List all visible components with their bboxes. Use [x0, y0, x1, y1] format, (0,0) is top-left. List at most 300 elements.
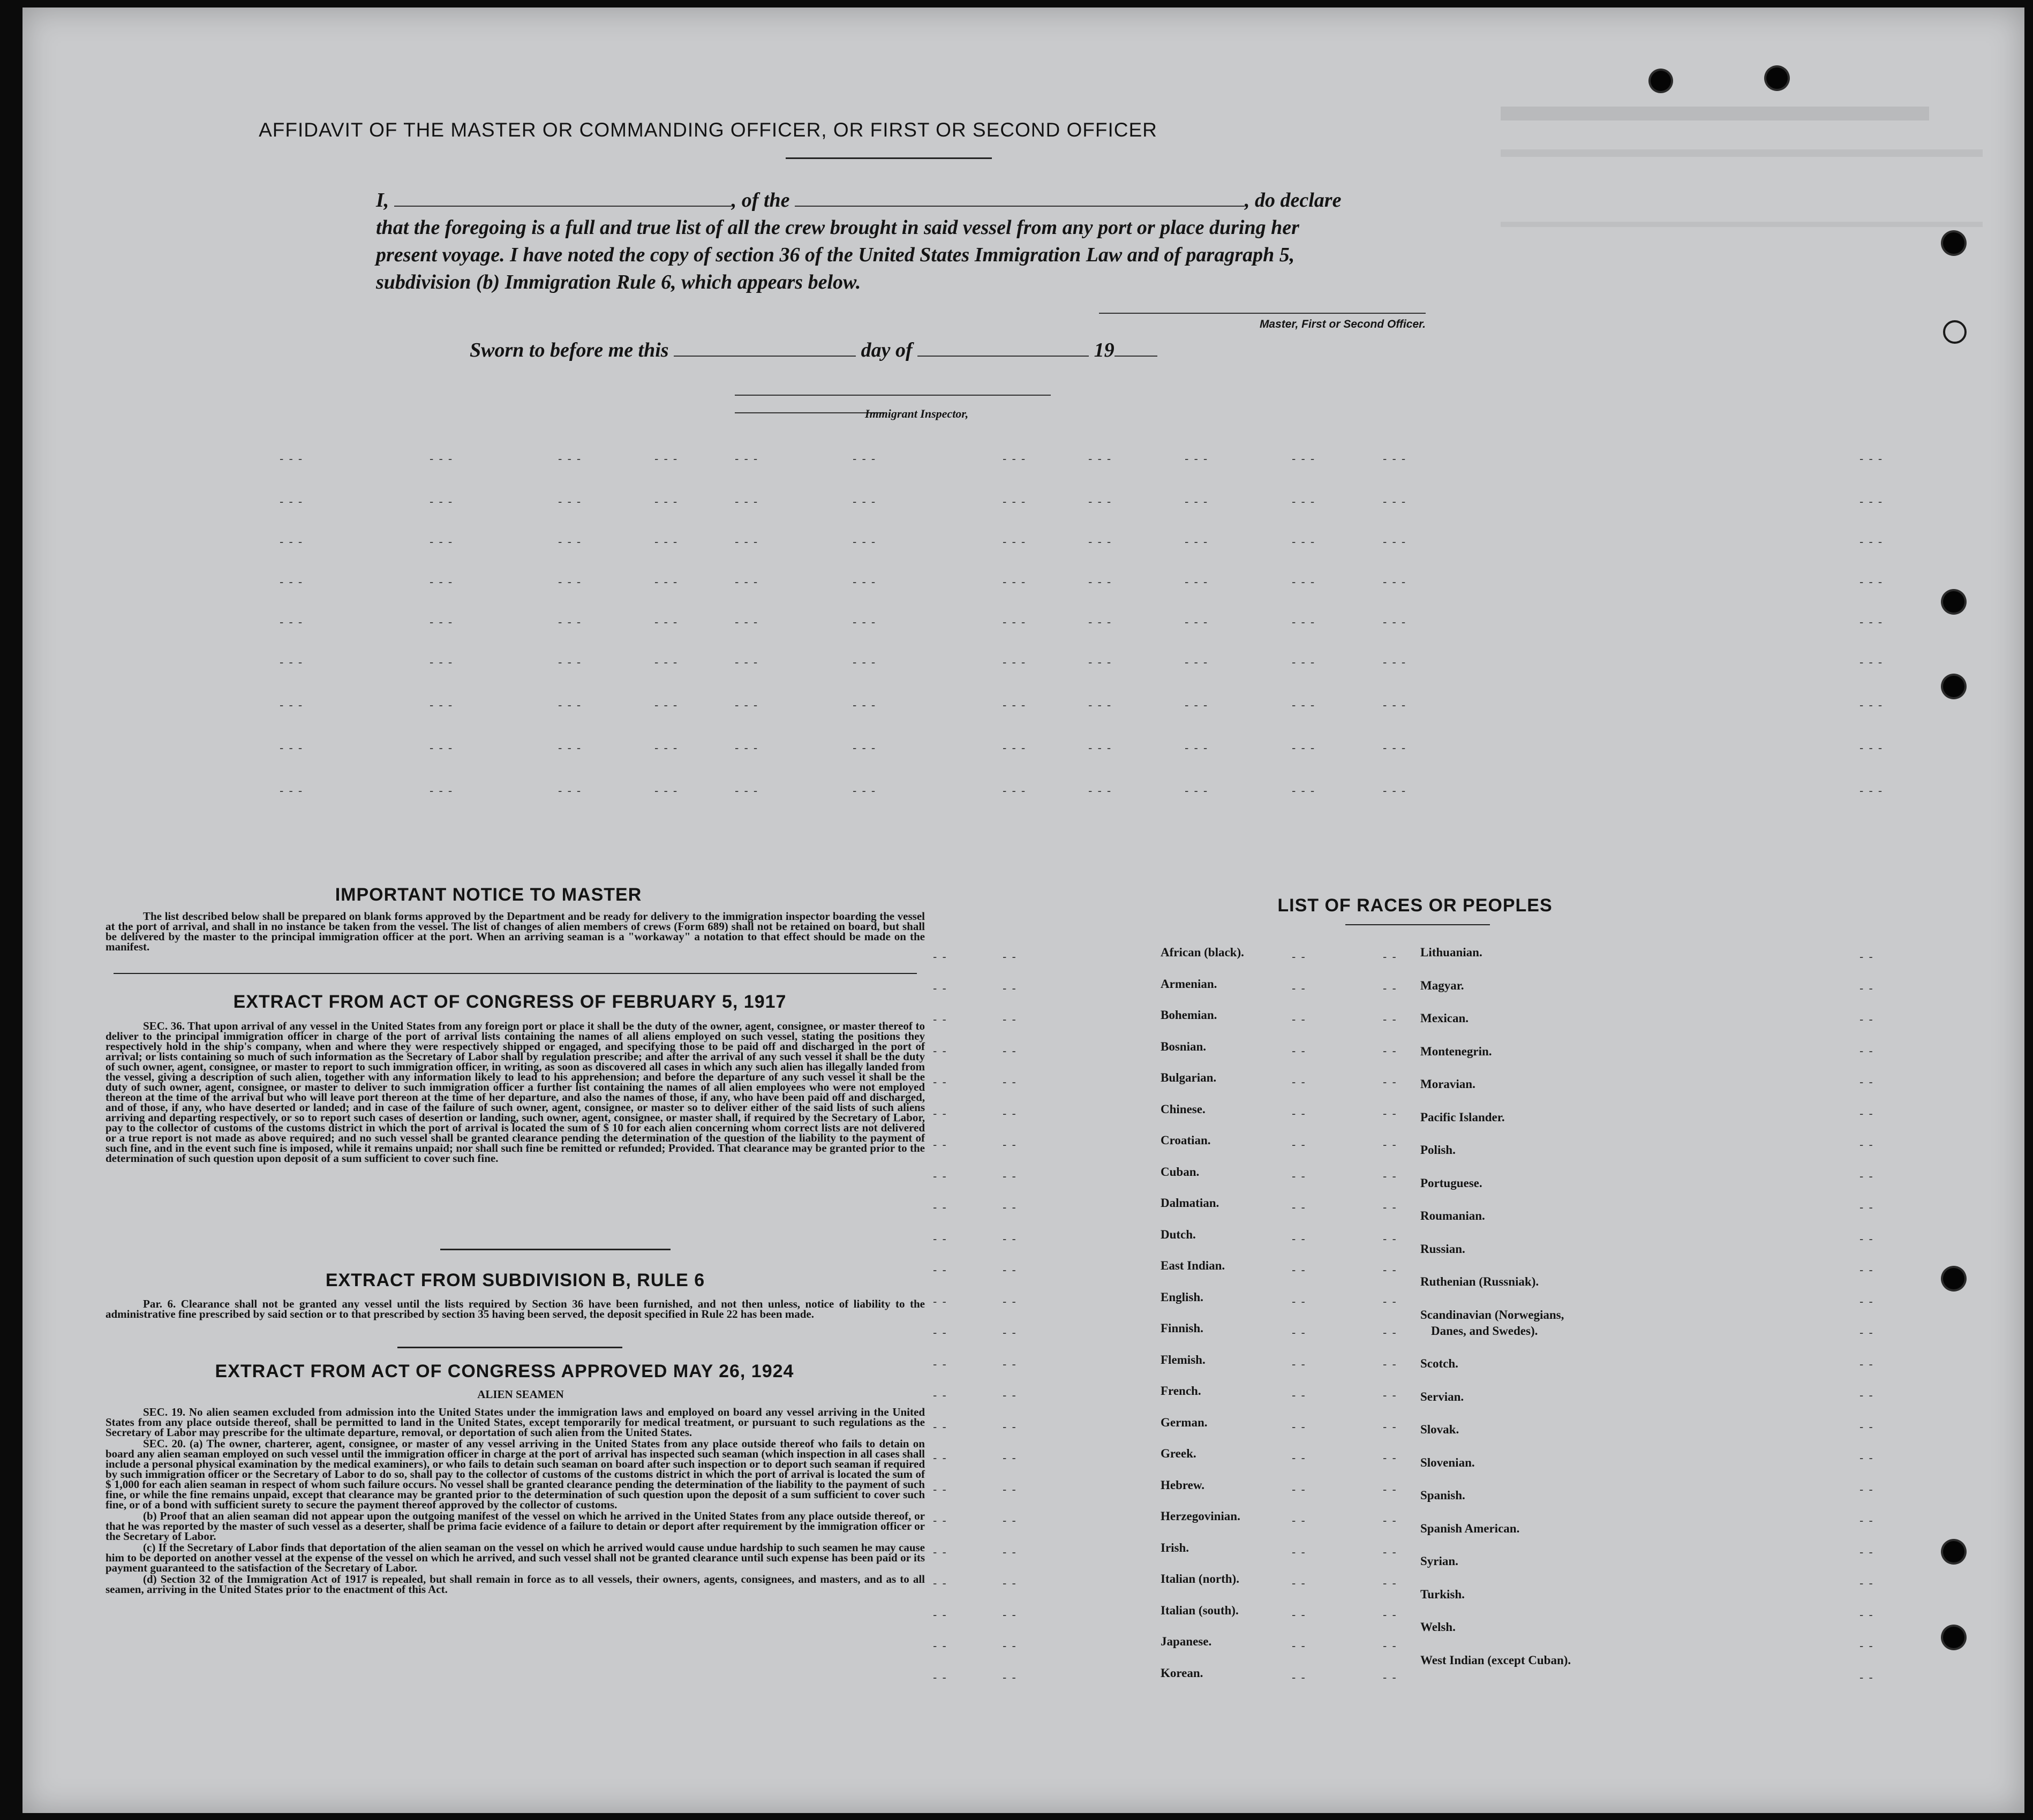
ditto-mark: - - — [1383, 1107, 1397, 1120]
race-item: Scotch. — [1420, 1357, 1458, 1370]
ditto-mark: - - — [1292, 1200, 1306, 1214]
declaration-text — [376, 187, 1474, 296]
race-item: Italian (north). — [1161, 1572, 1239, 1585]
ditto-mark: - - - — [430, 698, 454, 712]
ditto-mark: - - - — [654, 615, 679, 629]
ditto-mark: - - — [1003, 1169, 1017, 1183]
ditto-mark: - - — [1003, 950, 1017, 963]
race-item: East Indian. — [1161, 1259, 1225, 1272]
ditto-mark: - - - — [558, 655, 582, 669]
declaration-of-the: , of the — [731, 189, 790, 212]
race-item: Servian. — [1420, 1389, 1464, 1403]
ditto-mark: - - - — [1859, 784, 1884, 797]
ditto-mark: - - — [1859, 1514, 1874, 1527]
ditto-mark: - - - — [1003, 495, 1027, 508]
ditto-mark: - - — [1292, 1138, 1306, 1151]
ditto-mark: - - — [1292, 1326, 1306, 1339]
extract-1924-sec20a: SEC. 20. (a) The owner, charterer, agent, consignee, or master of any vessel arriving in the United States from any place outside thereof who fails to detain on board any alien seaman employed on such vessel until the immigration officer in charge at the port of arrival has inspected such seaman (which inspection in all cases shall include a personal physical examination by the medical examiners), or who fails to detain such seaman on board after such inspection or to deport such seaman if required by such immigration officer or the Secretary of Labor to do so, shall pay to the collector of customs of the customs district in which the port of arrival is located the sum of $ 1,000 for each alien seaman in respect of whom such failure occurs. No vessel shall be granted clearance pending the determination of the liability to the payment of such fine, or while the fine remains unpaid, except that clearance may be granted prior to the determination of such question upon the deposit of a sum sufficient to cover such fine, or of a bond with sufficient surety to secure the payment thereof approved by the collector of customs. — [106, 1437, 925, 1511]
extract-1924-subtitle: ALIEN SEAMEN — [477, 1388, 564, 1401]
ditto-mark: - - - — [1088, 495, 1112, 508]
ditto-mark: - - - — [1185, 741, 1209, 754]
ditto-mark: - - — [1859, 1483, 1874, 1496]
extract-1917-text — [106, 1021, 925, 1165]
ditto-mark: - - - — [1859, 495, 1884, 508]
ditto-mark: - - — [1859, 1044, 1874, 1058]
race-item: Greek. — [1161, 1447, 1196, 1460]
ditto-mark: - - - — [430, 784, 454, 797]
ditto-mark: - - - — [558, 495, 582, 508]
ditto-mark: - - - — [558, 575, 582, 588]
race-item: Finnish. — [1161, 1321, 1203, 1335]
races-list-right — [1420, 946, 1795, 1695]
ditto-mark: - - - — [280, 655, 304, 669]
ditto-mark: - - — [1383, 1075, 1397, 1089]
binder-hole — [1943, 591, 1964, 613]
signature-label: Master, First or Second Officer. — [1259, 318, 1426, 330]
ditto-mark: - - - — [558, 615, 582, 629]
ditto-mark: - - — [1292, 1263, 1306, 1277]
ditto-mark: - - - — [280, 535, 304, 548]
ditto-mark: - - — [1292, 1388, 1306, 1402]
ditto-mark: - - - — [853, 452, 877, 465]
race-item: Ruthenian (Russniak). — [1420, 1275, 1539, 1288]
ditto-mark: - - - — [1003, 741, 1027, 754]
ditto-mark: - - - — [853, 698, 877, 712]
sworn-year-blank[interactable] — [1115, 339, 1157, 357]
ditto-mark: - - — [1292, 981, 1306, 995]
ditto-mark: - - - — [1003, 535, 1027, 548]
race-item: Flemish. — [1161, 1353, 1206, 1366]
ditto-mark: - - — [1003, 1138, 1017, 1151]
ditto-mark: - - — [933, 1044, 947, 1058]
race-item: Hebrew. — [1161, 1478, 1204, 1492]
ditto-mark: - - — [1383, 1608, 1397, 1621]
ditto-mark: - - - — [654, 698, 679, 712]
ditto-mark: - - — [1383, 1514, 1397, 1527]
ditto-mark: - - - — [735, 698, 759, 712]
ditto-mark: - - — [1859, 1671, 1874, 1684]
ditto-mark: - - — [1383, 1138, 1397, 1151]
race-item: French. — [1161, 1384, 1201, 1398]
ditto-mark: - - — [933, 1451, 947, 1464]
race-item: Croatian. — [1161, 1134, 1211, 1147]
ditto-mark: - - - — [1088, 655, 1112, 669]
ditto-mark: - - - — [1292, 615, 1316, 629]
ditto-mark: - - - — [1003, 784, 1027, 797]
binder-hole — [1943, 1268, 1964, 1289]
ditto-mark: - - — [1859, 950, 1874, 963]
ditto-mark: - - — [1003, 1514, 1017, 1527]
ditto-mark: - - - — [280, 784, 304, 797]
race-item: Pacific Islander. — [1420, 1110, 1505, 1124]
ditto-mark: - - — [1383, 1169, 1397, 1183]
ditto-mark: - - — [1003, 1420, 1017, 1433]
notice-divider — [114, 973, 917, 974]
race-item: Syrian. — [1420, 1554, 1458, 1568]
race-item: English. — [1161, 1290, 1203, 1304]
binder-hole — [1651, 71, 1671, 91]
race-item: Bosnian. — [1161, 1039, 1207, 1053]
declaration-line-2: that the foregoing is a full and true list of all the crew brought in said vessel from any port or place during her — [376, 216, 1299, 239]
ditto-mark: - - — [1003, 1671, 1017, 1684]
ditto-mark: - - - — [430, 741, 454, 754]
race-item: Mexican. — [1420, 1011, 1469, 1025]
ditto-mark: - - - — [735, 575, 759, 588]
ditto-mark: - - — [1859, 1013, 1874, 1026]
ditto-mark: - - — [1003, 1576, 1017, 1590]
declaration-line-1 — [376, 187, 1474, 214]
ditto-mark: - - — [1383, 1263, 1397, 1277]
ditto-mark: - - - — [280, 495, 304, 508]
binder-hole-ring — [1943, 320, 1967, 344]
ditto-mark: - - - — [1859, 535, 1884, 548]
ditto-mark: - - — [1003, 981, 1017, 995]
races-title-underline — [1345, 924, 1490, 925]
ditto-mark: - - - — [280, 615, 304, 629]
race-item: Danes, and Swedes). — [1431, 1324, 1538, 1338]
declaration-declare: , do declare — [1245, 189, 1342, 212]
binder-hole — [1943, 232, 1964, 254]
ditto-mark: - - - — [280, 575, 304, 588]
race-item: Herzegovinian. — [1161, 1509, 1240, 1523]
ditto-mark: - - - — [1383, 741, 1407, 754]
document-sheet — [22, 7, 2024, 1813]
ditto-mark: - - — [1383, 1326, 1397, 1339]
ditto-mark: - - - — [1383, 698, 1407, 712]
sworn-day-of: day of — [861, 339, 913, 361]
subdivision-title: EXTRACT FROM SUBDIVISION B, RULE 6 — [325, 1270, 705, 1290]
ditto-mark: - - - — [853, 535, 877, 548]
ditto-mark: - - — [1003, 1388, 1017, 1402]
ditto-mark: - - — [1383, 1232, 1397, 1245]
ditto-mark: - - — [1859, 1200, 1874, 1214]
ditto-mark: - - — [1292, 1075, 1306, 1089]
ditto-mark: - - — [933, 1420, 947, 1433]
extract-1924-title: EXTRACT FROM ACT OF CONGRESS APPROVED MAY 26, 1924 — [215, 1361, 794, 1381]
ditto-mark: - - - — [1003, 698, 1027, 712]
ditto-mark: - - - — [280, 452, 304, 465]
ditto-mark: - - — [1292, 1107, 1306, 1120]
ditto-mark: - - - — [1088, 535, 1112, 548]
ditto-mark: - - - — [1383, 655, 1407, 669]
ditto-mark: - - - — [1185, 655, 1209, 669]
ditto-mark: - - — [1859, 1545, 1874, 1559]
ditto-mark: - - — [1003, 1295, 1017, 1308]
ditto-mark: - - — [933, 1608, 947, 1621]
ditto-mark: - - — [933, 1326, 947, 1339]
ditto-mark: - - - — [1185, 452, 1209, 465]
ditto-mark: - - - — [430, 495, 454, 508]
ditto-mark: - - - — [1292, 575, 1316, 588]
extract-1924-text — [106, 1407, 925, 1596]
ditto-mark: - - — [1003, 1044, 1017, 1058]
race-item: Montenegrin. — [1420, 1044, 1492, 1058]
race-item: Russian. — [1420, 1242, 1465, 1256]
ditto-mark: - - - — [558, 452, 582, 465]
race-item: Bulgarian. — [1161, 1071, 1217, 1084]
ditto-mark: - - - — [430, 655, 454, 669]
ditto-mark: - - — [933, 1576, 947, 1590]
ditto-mark: - - — [933, 1107, 947, 1120]
ditto-mark: - - — [933, 1138, 947, 1151]
ditto-mark: - - — [1292, 950, 1306, 963]
ditto-mark: - - - — [1185, 575, 1209, 588]
ditto-mark: - - — [1003, 1545, 1017, 1559]
ditto-mark: - - - — [1292, 698, 1316, 712]
sworn-date-blank[interactable] — [674, 339, 856, 357]
ditto-mark: - - - — [1383, 615, 1407, 629]
race-item: Slovak. — [1420, 1423, 1459, 1436]
ditto-mark: - - — [1003, 1200, 1017, 1214]
title-underline — [786, 157, 992, 159]
bleed-through-mark — [1501, 107, 1929, 120]
ditto-mark: - - — [933, 1013, 947, 1026]
ditto-mark: - - — [1383, 1451, 1397, 1464]
ditto-mark: - - - — [1088, 452, 1112, 465]
affidavit-title: AFFIDAVIT OF THE MASTER OR COMMANDING OFFICER, OR FIRST OR SECOND OFFICER — [259, 119, 1157, 141]
ditto-mark: - - - — [853, 784, 877, 797]
signature-line[interactable] — [1099, 313, 1426, 314]
ditto-mark: - - — [1003, 1451, 1017, 1464]
ditto-mark: - - - — [1088, 615, 1112, 629]
ditto-mark: - - — [1292, 1420, 1306, 1433]
races-title: LIST OF RACES OR PEOPLES — [1277, 895, 1553, 916]
ditto-mark: - - — [1383, 1671, 1397, 1684]
ditto-mark: - - — [1292, 1357, 1306, 1371]
ditto-mark: - - — [1292, 1451, 1306, 1464]
ditto-mark: - - — [1383, 1483, 1397, 1496]
ditto-mark: - - — [1003, 1013, 1017, 1026]
ditto-mark: - - — [933, 1200, 947, 1214]
ditto-mark: - - — [1383, 1420, 1397, 1433]
sworn-year: 19 — [1094, 339, 1115, 361]
ditto-mark: - - - — [1003, 575, 1027, 588]
ditto-mark: - - - — [654, 784, 679, 797]
ditto-mark: - - - — [558, 535, 582, 548]
subdivision-text — [106, 1299, 925, 1320]
ditto-mark: - - - — [1859, 615, 1884, 629]
ditto-mark: - - - — [1088, 784, 1112, 797]
ditto-mark: - - — [933, 950, 947, 963]
ditto-mark: - - — [1859, 1326, 1874, 1339]
notice-text — [106, 911, 925, 953]
race-item: Armenian. — [1161, 977, 1217, 991]
ditto-mark: - - - — [654, 452, 679, 465]
ditto-mark: - - — [1859, 1075, 1874, 1089]
ditto-mark: - - — [933, 1514, 947, 1527]
ditto-mark: - - - — [1383, 495, 1407, 508]
race-item: Slovenian. — [1420, 1455, 1475, 1469]
ditto-mark: - - - — [1292, 452, 1316, 465]
ditto-mark: - - - — [1859, 575, 1884, 588]
extract-1924-sec20c: (c) If the Secretary of Labor finds that deportation of the alien seaman on the vessel on which he arrived would cause undue hardship to such seamen he may cause him to be deported on another vessel at the expense of the vessel on which he arrived, and such vessel shall not be granted clearance until such expense has been paid or its payment guaranteed to the satisfaction of the Secretary of Labor. — [106, 1541, 925, 1574]
sworn-line — [470, 338, 1157, 362]
ditto-mark: - - — [933, 1357, 947, 1371]
ditto-mark: - - - — [280, 698, 304, 712]
ditto-mark: - - — [1859, 1388, 1874, 1402]
inspector-label: Immigrant Inspector, — [865, 407, 969, 420]
binder-hole — [1943, 1541, 1964, 1562]
ditto-mark: - - — [933, 1169, 947, 1183]
inspector-signature-line[interactable] — [735, 395, 1051, 396]
race-item: Roumanian. — [1420, 1209, 1485, 1222]
ditto-mark: - - - — [1088, 698, 1112, 712]
extract-1924-sec19: SEC. 19. No alien seamen excluded from admission into the United States under the immigration laws and employed on board any vessel arriving in the United States from any place outside thereof, shall be permitted to land in the United States, except temporarily for medical treatment, or pursuant to such regulations as the Secretary of Labor may prescribe for the ultimate departure, removal, or deportation of such alien from the United States. — [106, 1406, 925, 1439]
ditto-mark: - - — [1292, 1232, 1306, 1245]
ditto-mark: - - — [933, 1483, 947, 1496]
ditto-mark: - - — [1292, 1576, 1306, 1590]
ditto-mark: - - — [1292, 1044, 1306, 1058]
race-item: Lithuanian. — [1420, 946, 1482, 959]
ditto-mark: - - — [1292, 1608, 1306, 1621]
ditto-mark: - - — [1859, 1232, 1874, 1245]
races-list-left — [1161, 946, 1428, 1695]
race-item: Magyar. — [1420, 978, 1464, 992]
ditto-mark: - - - — [558, 784, 582, 797]
ditto-mark: - - — [1383, 1013, 1397, 1026]
ditto-mark: - - - — [735, 615, 759, 629]
ditto-mark: - - - — [735, 452, 759, 465]
ditto-mark: - - - — [558, 741, 582, 754]
sworn-month-blank[interactable] — [917, 339, 1089, 357]
race-item: Italian (south). — [1161, 1603, 1239, 1617]
binder-hole — [1766, 67, 1788, 89]
ditto-mark: - - - — [853, 615, 877, 629]
ditto-mark: - - - — [1185, 698, 1209, 712]
ditto-mark: - - — [1859, 1639, 1874, 1652]
ditto-mark: - - - — [853, 575, 877, 588]
extract-1924-sec20b: (b) Proof that an alien seaman did not appear upon the outgoing manifest of the vessel on which he arrived in the United States from any place outside thereof, or that he was reported by the master of such vessel as a deserter, shall be prima facie evidence of a failure to detain or deport after requirement by the immigration officer or the Secretary of Labor. — [106, 1509, 925, 1543]
ditto-mark: - - — [933, 1075, 947, 1089]
ditto-mark: - - — [1859, 981, 1874, 995]
race-item: African (black). — [1161, 946, 1244, 959]
ditto-mark: - - — [1859, 1295, 1874, 1308]
ditto-mark: - - — [1003, 1357, 1017, 1371]
ditto-mark: - - — [1292, 1295, 1306, 1308]
ditto-mark: - - — [1859, 1138, 1874, 1151]
ditto-mark: - - — [933, 1639, 947, 1652]
ditto-mark: - - - — [1088, 741, 1112, 754]
race-item: Korean. — [1161, 1666, 1203, 1680]
ditto-mark: - - — [1859, 1576, 1874, 1590]
ditto-mark: - - — [1292, 1671, 1306, 1684]
bleed-through-mark — [1501, 149, 1983, 157]
ditto-mark: - - — [1003, 1608, 1017, 1621]
ditto-mark: - - - — [654, 535, 679, 548]
ditto-mark: - - - — [1859, 741, 1884, 754]
ditto-mark: - - - — [1003, 452, 1027, 465]
ditto-mark: - - — [1859, 1451, 1874, 1464]
ditto-mark: - - — [1383, 1200, 1397, 1214]
ditto-mark: - - - — [853, 741, 877, 754]
ditto-mark: - - - — [1292, 535, 1316, 548]
ditto-mark: - - - — [853, 495, 877, 508]
race-item: German. — [1161, 1415, 1208, 1429]
ditto-mark: - - — [1003, 1326, 1017, 1339]
ditto-mark: - - — [1383, 1357, 1397, 1371]
bleed-through-mark — [1501, 222, 1983, 227]
ditto-mark: - - — [933, 981, 947, 995]
race-item: Polish. — [1420, 1143, 1456, 1157]
name-blank[interactable] — [394, 190, 732, 207]
subdivision-paragraph: Par. 6. Clearance shall not be granted any vessel until the lists required by Section 36 have been furnished, and not then unless, notice of liability to the administrative fine prescribed by said section or to that prescribed by section 35 having been served, the deposit specified in Rule 22 has been made. — [106, 1297, 925, 1320]
race-item: Moravian. — [1420, 1077, 1475, 1091]
ditto-mark: - - - — [1859, 655, 1884, 669]
ditto-mark: - - - — [1292, 495, 1316, 508]
ditto-mark: - - — [1383, 1295, 1397, 1308]
subdivision-divider — [397, 1347, 622, 1348]
ditto-mark: - - — [933, 1295, 947, 1308]
vessel-blank[interactable] — [795, 190, 1245, 207]
race-item: Bohemian. — [1161, 1008, 1217, 1022]
ditto-mark: - - — [1859, 1263, 1874, 1277]
ditto-mark: - - — [1003, 1232, 1017, 1245]
ditto-mark: - - - — [1859, 452, 1884, 465]
ditto-mark: - - — [1383, 1044, 1397, 1058]
notice-paragraph: The list described below shall be prepared on blank forms approved by the Department and be ready for delivery to the immigration inspector boarding the vessel at the port of arrival, and shall in no instance be taken from the vessel. The list of changes of alien members of crews (Form 689) shall not be retained on board, but shall be delivered by the master to the principal immigration officer at the port. When an arriving seaman is a "workaway" a notation to that effect should be made on the manifest. — [106, 910, 925, 953]
ditto-mark: - - - — [430, 615, 454, 629]
ditto-mark: - - — [1292, 1545, 1306, 1559]
ditto-mark: - - — [1383, 1576, 1397, 1590]
declaration-line-3: present voyage. I have noted the copy of section 36 of the United States Immigration Law and of paragraph 5, — [376, 244, 1295, 266]
sworn-prefix: Sworn to before me this — [470, 339, 669, 361]
ditto-mark: - - — [1383, 981, 1397, 995]
ditto-mark: - - - — [1185, 535, 1209, 548]
ditto-mark: - - — [933, 1232, 947, 1245]
race-item: Irish. — [1161, 1540, 1189, 1554]
ditto-mark: - - — [1859, 1169, 1874, 1183]
ditto-mark: - - — [1383, 1639, 1397, 1652]
ditto-mark: - - — [1383, 1545, 1397, 1559]
ditto-mark: - - - — [853, 655, 877, 669]
ditto-mark: - - — [1003, 1483, 1017, 1496]
declaration-i: I, — [376, 189, 389, 212]
race-item: Welsh. — [1420, 1620, 1456, 1634]
extract-1924-sec20d: (d) Section 32 of the Immigration Act of 1917 is repealed, but shall remain in force as to all vessels, their owners, agents, consignees, and masters, and as to all seamen, arriving in the United States prior to the enactment of this Act. — [106, 1573, 925, 1596]
extract-1917-paragraph: SEC. 36. That upon arrival of any vessel in the United States from any foreign port or place it shall be the duty of the owner, agent, consignee, or master thereof to deliver to the principal immigration officer in charge of the port of arrival lists containing the names of all aliens employed on such vessel, stating the positions they respectively hold in the ship's company, when and where they were respectively shipped or engaged, and specifying those to be paid off and discharged in the port of arrival; or lists containing so much of such information as the Secretary of Labor shall by regulation prescribe; and after the arrival of any such vessel it shall be the duty of such owner, agent, consignee, or master to report to such immigration officer, in writing, as soon as discovered all cases in which any such alien has illegally landed from the vessel, giving a description of such alien, together with any information likely to lead to his apprehension; and before the departure of any such vessel it shall be the duty of such owner, agent, consignee, or master to deliver to such immigration officer a further list containing the names of all alien employees who were not employed thereon at the time of the arrival but who will leave port thereon at the time of her departure, and also the names of those, if any, who have been paid off and discharged, and of those, if any, who have deserted or landed; and in case of the failure of such owner, agent, consignee, or master so to deliver either of the said lists of such aliens arriving and departing respectively, or so to report such cases of desertion or landing, such owner, agent, consignee, or master shall, if required by the Secretary of Labor, pay to the collector of customs of the customs district in which the port of arrival is located the sum of $ 10 for each alien concerning whom correct lists are not delivered or a true report is not made as above required; and no such vessel shall be granted clearance pending the determination of the question of the liability to the payment of such fine, and in the event such fine is imposed, while it remains unpaid; nor shall such fine be remitted or refunded; Provided. That clearance may be granted prior to the determination of such question upon deposit of a sum sufficient to cover such fine. — [106, 1019, 925, 1165]
race-item: Dalmatian. — [1161, 1196, 1219, 1210]
ditto-mark: - - — [933, 1263, 947, 1277]
ditto-mark: - - — [1292, 1483, 1306, 1496]
extract-1917-title: EXTRACT FROM ACT OF CONGRESS OF FEBRUARY 5, 1917 — [233, 992, 787, 1012]
ditto-mark: - - - — [735, 495, 759, 508]
ditto-mark: - - — [1292, 1169, 1306, 1183]
declaration-line-4: subdivision (b) Immigration Rule 6, which appears below. — [376, 271, 861, 293]
ditto-mark: - - — [1383, 1388, 1397, 1402]
race-item: Japanese. — [1161, 1635, 1212, 1648]
race-item: Dutch. — [1161, 1227, 1196, 1241]
extract-1917-divider — [440, 1249, 671, 1250]
inspector-underline — [735, 412, 885, 413]
ditto-mark: - - - — [430, 535, 454, 548]
race-item: Portuguese. — [1420, 1176, 1482, 1190]
ditto-mark: - - - — [1292, 784, 1316, 797]
ditto-mark: - - — [1859, 1608, 1874, 1621]
ditto-mark: - - — [1003, 1263, 1017, 1277]
ditto-mark: - - - — [1292, 655, 1316, 669]
ditto-mark: - - — [1003, 1639, 1017, 1652]
ditto-mark: - - - — [735, 741, 759, 754]
race-item: West Indian (except Cuban). — [1420, 1653, 1571, 1667]
race-item: Cuban. — [1161, 1165, 1200, 1179]
ditto-mark: - - — [1292, 1639, 1306, 1652]
ditto-mark: - - - — [735, 784, 759, 797]
race-item: Spanish. — [1420, 1489, 1465, 1502]
ditto-mark: - - - — [280, 741, 304, 754]
ditto-mark: - - — [933, 1671, 947, 1684]
ditto-mark: - - - — [735, 655, 759, 669]
ditto-mark: - - — [1859, 1420, 1874, 1433]
